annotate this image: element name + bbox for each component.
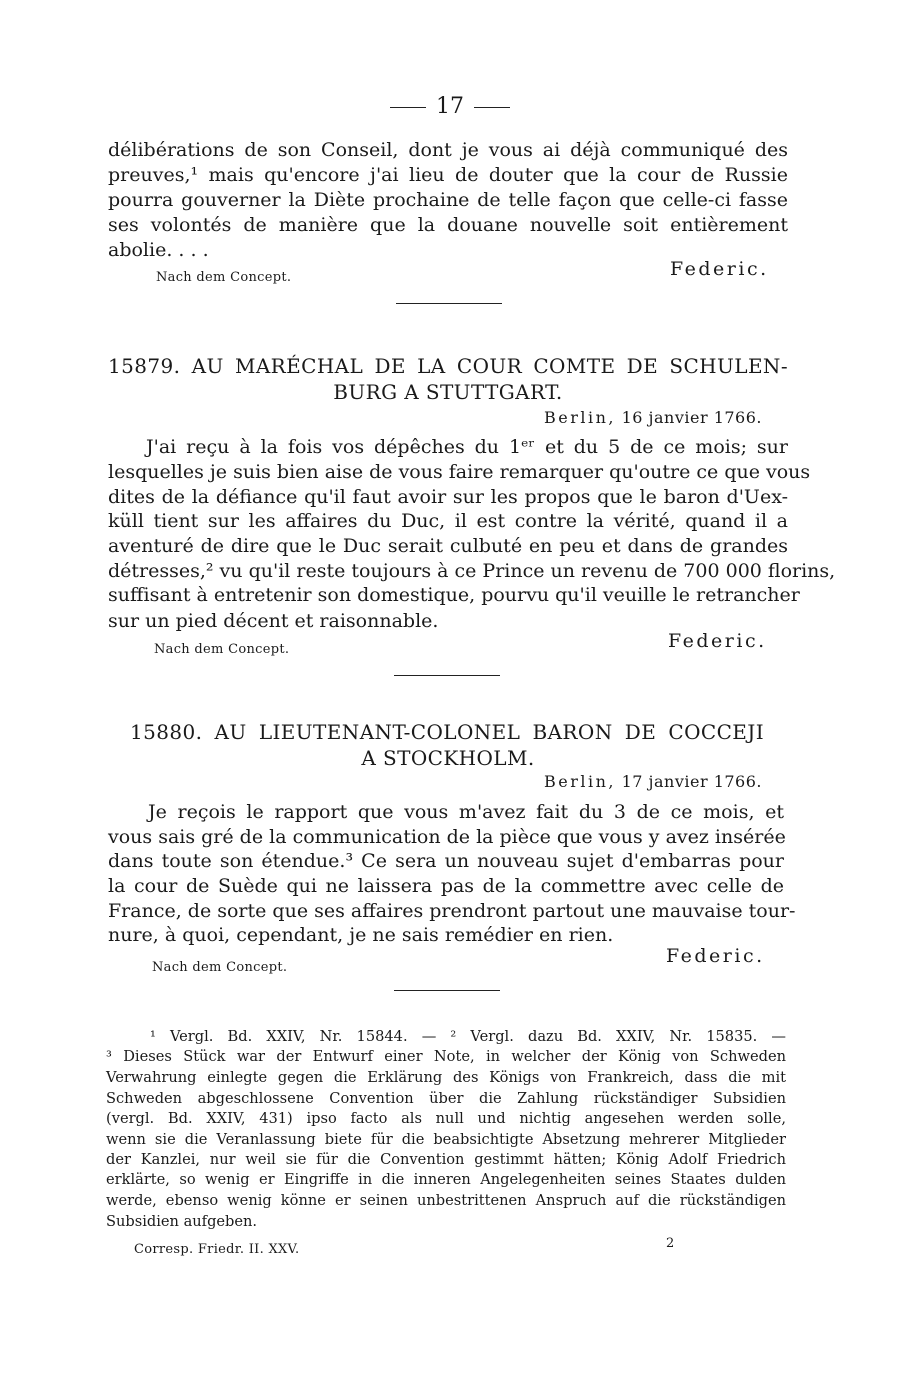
letter-title: 15879. AU MARÉCHAL DE LA COUR COMTE DE SCHULEN- — [108, 354, 788, 378]
letter-dateline — [544, 408, 762, 427]
letter-body-line: détresses,² vu qu'il reste toujours à ce Prince un revenu de 700 000 florins, — [108, 560, 836, 582]
section-divider — [394, 990, 500, 991]
footnote-line: Subsidien aufgeben. — [106, 1213, 258, 1230]
prev-letter-line: abolie. . . . — [108, 239, 209, 261]
footnote-line: ¹ Vergl. Bd. XXIV, Nr. 15844. — ² Vergl. dazu Bd. XXIV, Nr. 15835. — — [150, 1028, 786, 1045]
letter-body-line: dans toute son étendue.³ Ce sera un nouveau sujet d'embarras pour — [108, 850, 784, 872]
section-divider — [394, 675, 500, 676]
letter-title: 15880. AU LIEUTENANT-COLONEL BARON DE COCCEJI — [130, 720, 764, 744]
letter-title-cont: BURG A STUTTGART. — [333, 380, 563, 404]
date-place: Berlin, — [543, 408, 616, 427]
letter-body-line: nure, à quoi, cependant, je ne sais remédier en rien. — [108, 924, 614, 946]
source-note: Nach dem Concept. — [156, 270, 292, 285]
footnote-line: (vergl. Bd. XXIV, 431) ipso facto als null und nichtig angesehen werden solle, — [106, 1110, 786, 1127]
prev-letter-line: ses volontés de manière que la douane nouvelle soit entièrement — [108, 214, 788, 236]
letter-body-line: küll tient sur les affaires du Duc, il est contre la vérité, quand il a — [108, 510, 788, 532]
letter-body-line: Je reçois le rapport que vous m'avez fait du 3 de ce mois, et — [148, 801, 784, 823]
signature: Federic. — [670, 258, 769, 280]
letter-body-line: J'ai reçu à la fois vos dépêches du 1ᵉʳ et du 5 de ce mois; sur — [146, 436, 788, 458]
letter-body-line: sur un pied décent et raisonnable. — [108, 610, 439, 632]
letter-body-line: suffisant à entretenir son domestique, pourvu qu'il veuille le retrancher — [108, 584, 800, 606]
prev-letter-line: pourra gouverner la Diète prochaine de telle façon que celle-ci fasse — [108, 189, 788, 211]
source-note: Nach dem Concept. — [152, 960, 288, 975]
letter-dateline — [544, 772, 762, 791]
letter-body-line: vous sais gré de la communication de la pièce que vous y avez insérée — [108, 826, 786, 848]
footnote-line: wenn sie die Veranlassung biete für die beabsichtigte Absetzung mehrerer Mitglieder — [106, 1131, 786, 1148]
letter-body-line: lesquelles je suis bien aise de vous faire remarquer qu'outre ce que vous — [108, 461, 811, 483]
footnote-line: erklärte, so wenig er Eingriffe in die inneren Angelegenheiten seines Staates dulden — [106, 1171, 786, 1188]
date-place: Berlin, — [543, 772, 616, 791]
footnote-line: der Kanzlei, nur weil sie für die Convention gestimmt hätten; König Adolf Friedrich — [106, 1151, 786, 1168]
prev-letter-line: preuves,¹ mais qu'encore j'ai lieu de douter que la cour de Russie — [108, 164, 788, 186]
section-divider — [396, 303, 502, 304]
header-dash-right — [474, 107, 510, 108]
letter-body-line: la cour de Suède qui ne laissera pas de la commettre avec celle de — [108, 875, 784, 897]
signature: Federic. — [666, 945, 765, 967]
signature-mark: Corresp. Friedr. II. XXV. — [134, 1242, 300, 1257]
header-dash-left — [390, 107, 426, 108]
signature: Federic. — [668, 630, 767, 652]
date-value: 16 janvier 1766. — [621, 408, 762, 427]
footnote-line: Schweden abgeschlossene Convention über die Zahlung rückständiger Subsidien — [106, 1090, 786, 1107]
footnote-line: ³ Dieses Stück war der Entwurf einer Note, in welcher der König von Schweden — [106, 1048, 786, 1065]
page-header — [0, 94, 900, 119]
letter-title-cont: A STOCKHOLM. — [361, 746, 535, 770]
letter-body-line: aventuré de dire que le Duc serait culbuté en peu et dans de grandes — [108, 535, 788, 557]
date-value: 17 janvier 1766. — [621, 772, 762, 791]
source-note: Nach dem Concept. — [154, 642, 290, 657]
letter-body-line: dites de la défiance qu'il faut avoir sur les propos que le baron d'Uex- — [108, 486, 788, 508]
footnote-line: werde, ebenso wenig könne er seinen unbestrittenen Anspruch auf die rückständigen — [106, 1192, 786, 1209]
sheet-number: 2 — [666, 1236, 675, 1251]
footnote-line: Verwahrung einlegte gegen die Erklärung des Königs von Frankreich, dass die mit — [106, 1069, 786, 1086]
page-number: 17 — [436, 94, 464, 119]
prev-letter-line: délibérations de son Conseil, dont je vous ai déjà communiqué des — [108, 139, 788, 161]
letter-body-line: France, de sorte que ses affaires prendront partout une mauvaise tour- — [108, 900, 796, 922]
